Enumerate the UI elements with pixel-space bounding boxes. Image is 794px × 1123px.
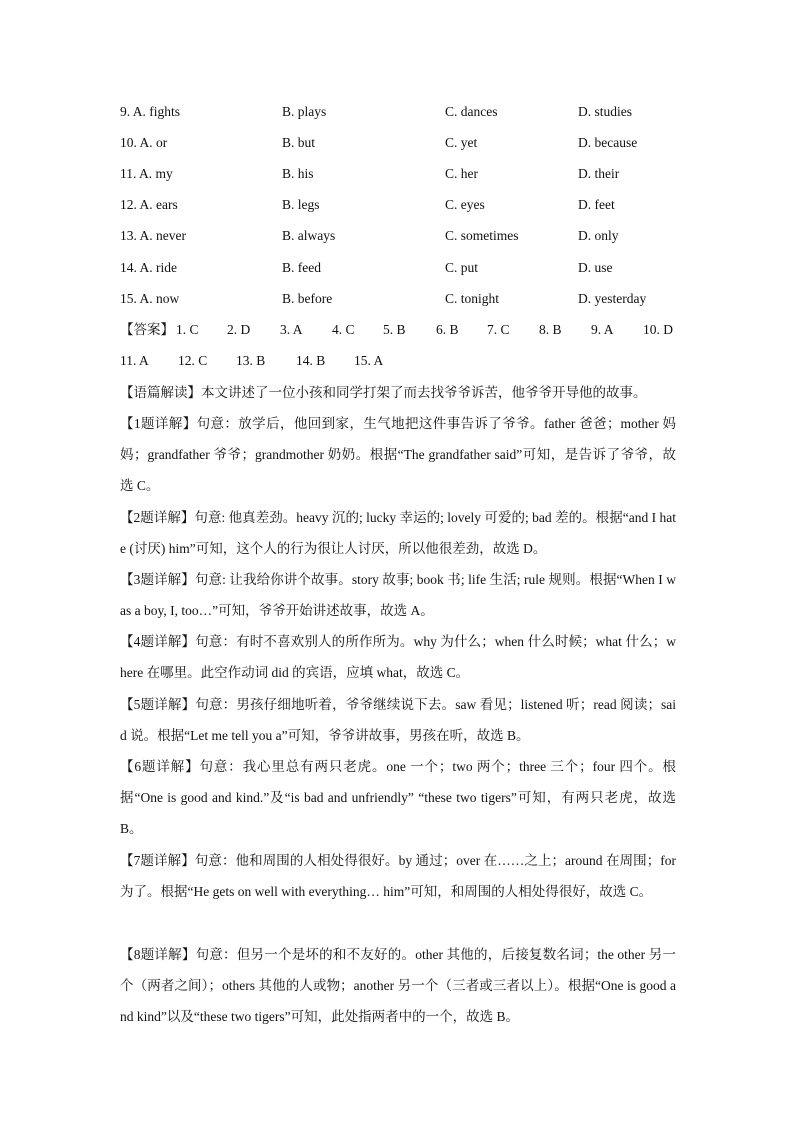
option-row-13 xyxy=(0,224,794,248)
explanation-q7: 【7题详解】句意：他和周围的人相处得很好。by 通过；over 在……之上；around 在周围；for 为了。根据“He gets on well with everything… him”可知，和周围的人相处得很好，故选 C。 xyxy=(120,853,676,899)
option-c: C. dances xyxy=(445,104,498,119)
option-d: D. because xyxy=(578,135,638,150)
option-c: C. yet xyxy=(445,135,478,150)
answer-item: 2. D xyxy=(227,322,251,337)
option-c: C. eyes xyxy=(445,197,485,212)
option-d: D. studies xyxy=(578,104,632,119)
option-b: B. before xyxy=(282,291,333,306)
answer-item: 8. B xyxy=(539,322,562,337)
option-d: D. their xyxy=(578,166,620,181)
explanation-q2: 【2题详解】句意: 他真差劲。heavy 沉的; lucky 幸运的; lovely 可爱的; bad 差的。根据“and I hate (讨厌) him”可知，这个人的行为很让人讨厌，所以他很差劲，故选 D。 xyxy=(120,510,676,556)
option-b: B. but xyxy=(282,135,316,150)
answer-item: 9. A xyxy=(591,322,614,337)
answer-item: 4. C xyxy=(332,322,355,337)
option-a: 13. A. never xyxy=(120,228,186,243)
option-b: B. feed xyxy=(282,260,321,275)
answer-item: 7. C xyxy=(487,322,510,337)
option-a: 11. A. my xyxy=(120,166,173,181)
option-row-12 xyxy=(0,193,794,217)
option-a: 15. A. now xyxy=(120,291,180,306)
explanation-q4: 【4题详解】句意：有时不喜欢别人的所作所为。why 为什么；when 什么时候；what 什么；where 在哪里。此空作动词 did 的宾语，应填 what，故选 C。 xyxy=(120,634,676,680)
option-b: B. legs xyxy=(282,197,320,212)
option-b: B. plays xyxy=(282,104,327,119)
answer-item: 6. B xyxy=(436,322,459,337)
explanation-q8: 【8题详解】句意：但另一个是坏的和不友好的。other 其他的，后接复数名词；the other 另一个（两者之间）；others 其他的人或物；another 另一个（三者或三者以上）。根据“One is good and kind”以及“these two tigers”可知，此处指两者中的一个，故选 B。 xyxy=(120,947,676,1024)
explanation-q5: 【5题详解】句意：男孩仔细地听着，爷爷继续说下去。saw 看见；listened 听；read 阅读；said 说。根据“Let me tell you a”可知，爷爷讲故事，男孩在听，故选 B。 xyxy=(120,697,676,743)
option-row-15 xyxy=(0,287,794,311)
option-c: C. sometimes xyxy=(445,228,519,243)
option-b: B. his xyxy=(282,166,314,181)
option-d: D. feet xyxy=(578,197,615,212)
option-c: C. tonight xyxy=(445,291,500,306)
option-d: D. use xyxy=(578,260,613,275)
explanation-q6: 【6题详解】句意：我心里总有两只老虎。one 一个；two 两个；three 三个；four 四个。根据“One is good and kind.”及“is bad and unfriendly” “these two tigers”可知，有两只老虎，故选 B。 xyxy=(120,759,676,836)
option-a: 14. A. ride xyxy=(120,260,177,275)
answer-label: 【答案】 xyxy=(120,322,174,337)
answer-item: 12. C xyxy=(178,353,208,368)
option-a: 12. A. ears xyxy=(120,197,178,212)
passage-summary: 【语篇解读】本文讲述了一位小孩和同学打架了而去找爷爷诉苦，他爷爷开导他的故事。 xyxy=(120,385,647,400)
answer-item: 5. B xyxy=(383,322,406,337)
answer-item: 14. B xyxy=(296,353,326,368)
option-row-14 xyxy=(0,256,794,280)
option-row-11 xyxy=(0,162,794,186)
option-a: 9. A. fights xyxy=(120,104,181,119)
option-row-10 xyxy=(0,131,794,155)
explanation-q3: 【3题详解】句意: 让我给你讲个故事。story 故事; book 书; life 生活; rule 规则。根据“When I was a boy, I, too…”可知，爷爷开始讲述故事，故选 A。 xyxy=(120,572,676,618)
answer-item: 15. A xyxy=(354,353,384,368)
option-row-9 xyxy=(0,100,794,124)
answer-item: 13. B xyxy=(236,353,266,368)
answer-item: 3. A xyxy=(280,322,303,337)
answer-key-row-2 xyxy=(120,349,680,373)
option-c: C. her xyxy=(445,166,478,181)
option-d: D. yesterday xyxy=(578,291,647,306)
option-d: D. only xyxy=(578,228,619,243)
answer-item: 1. C xyxy=(176,322,199,337)
option-a: 10. A. or xyxy=(120,135,168,150)
answer-item: 11. A xyxy=(120,353,149,368)
option-c: C. put xyxy=(445,260,479,275)
explanation-q1: 【1题详解】句意：放学后，他回到家，生气地把这件事告诉了爷爷。father 爸爸；mother 妈妈；grandfather 爷爷；grandmother 奶奶。根据“The grandfather said”可知，是告诉了爷爷，故选 C。 xyxy=(120,416,676,493)
answer-item: 10. D xyxy=(643,322,673,337)
option-b: B. always xyxy=(282,228,336,243)
answer-key-row-1 xyxy=(120,318,680,342)
